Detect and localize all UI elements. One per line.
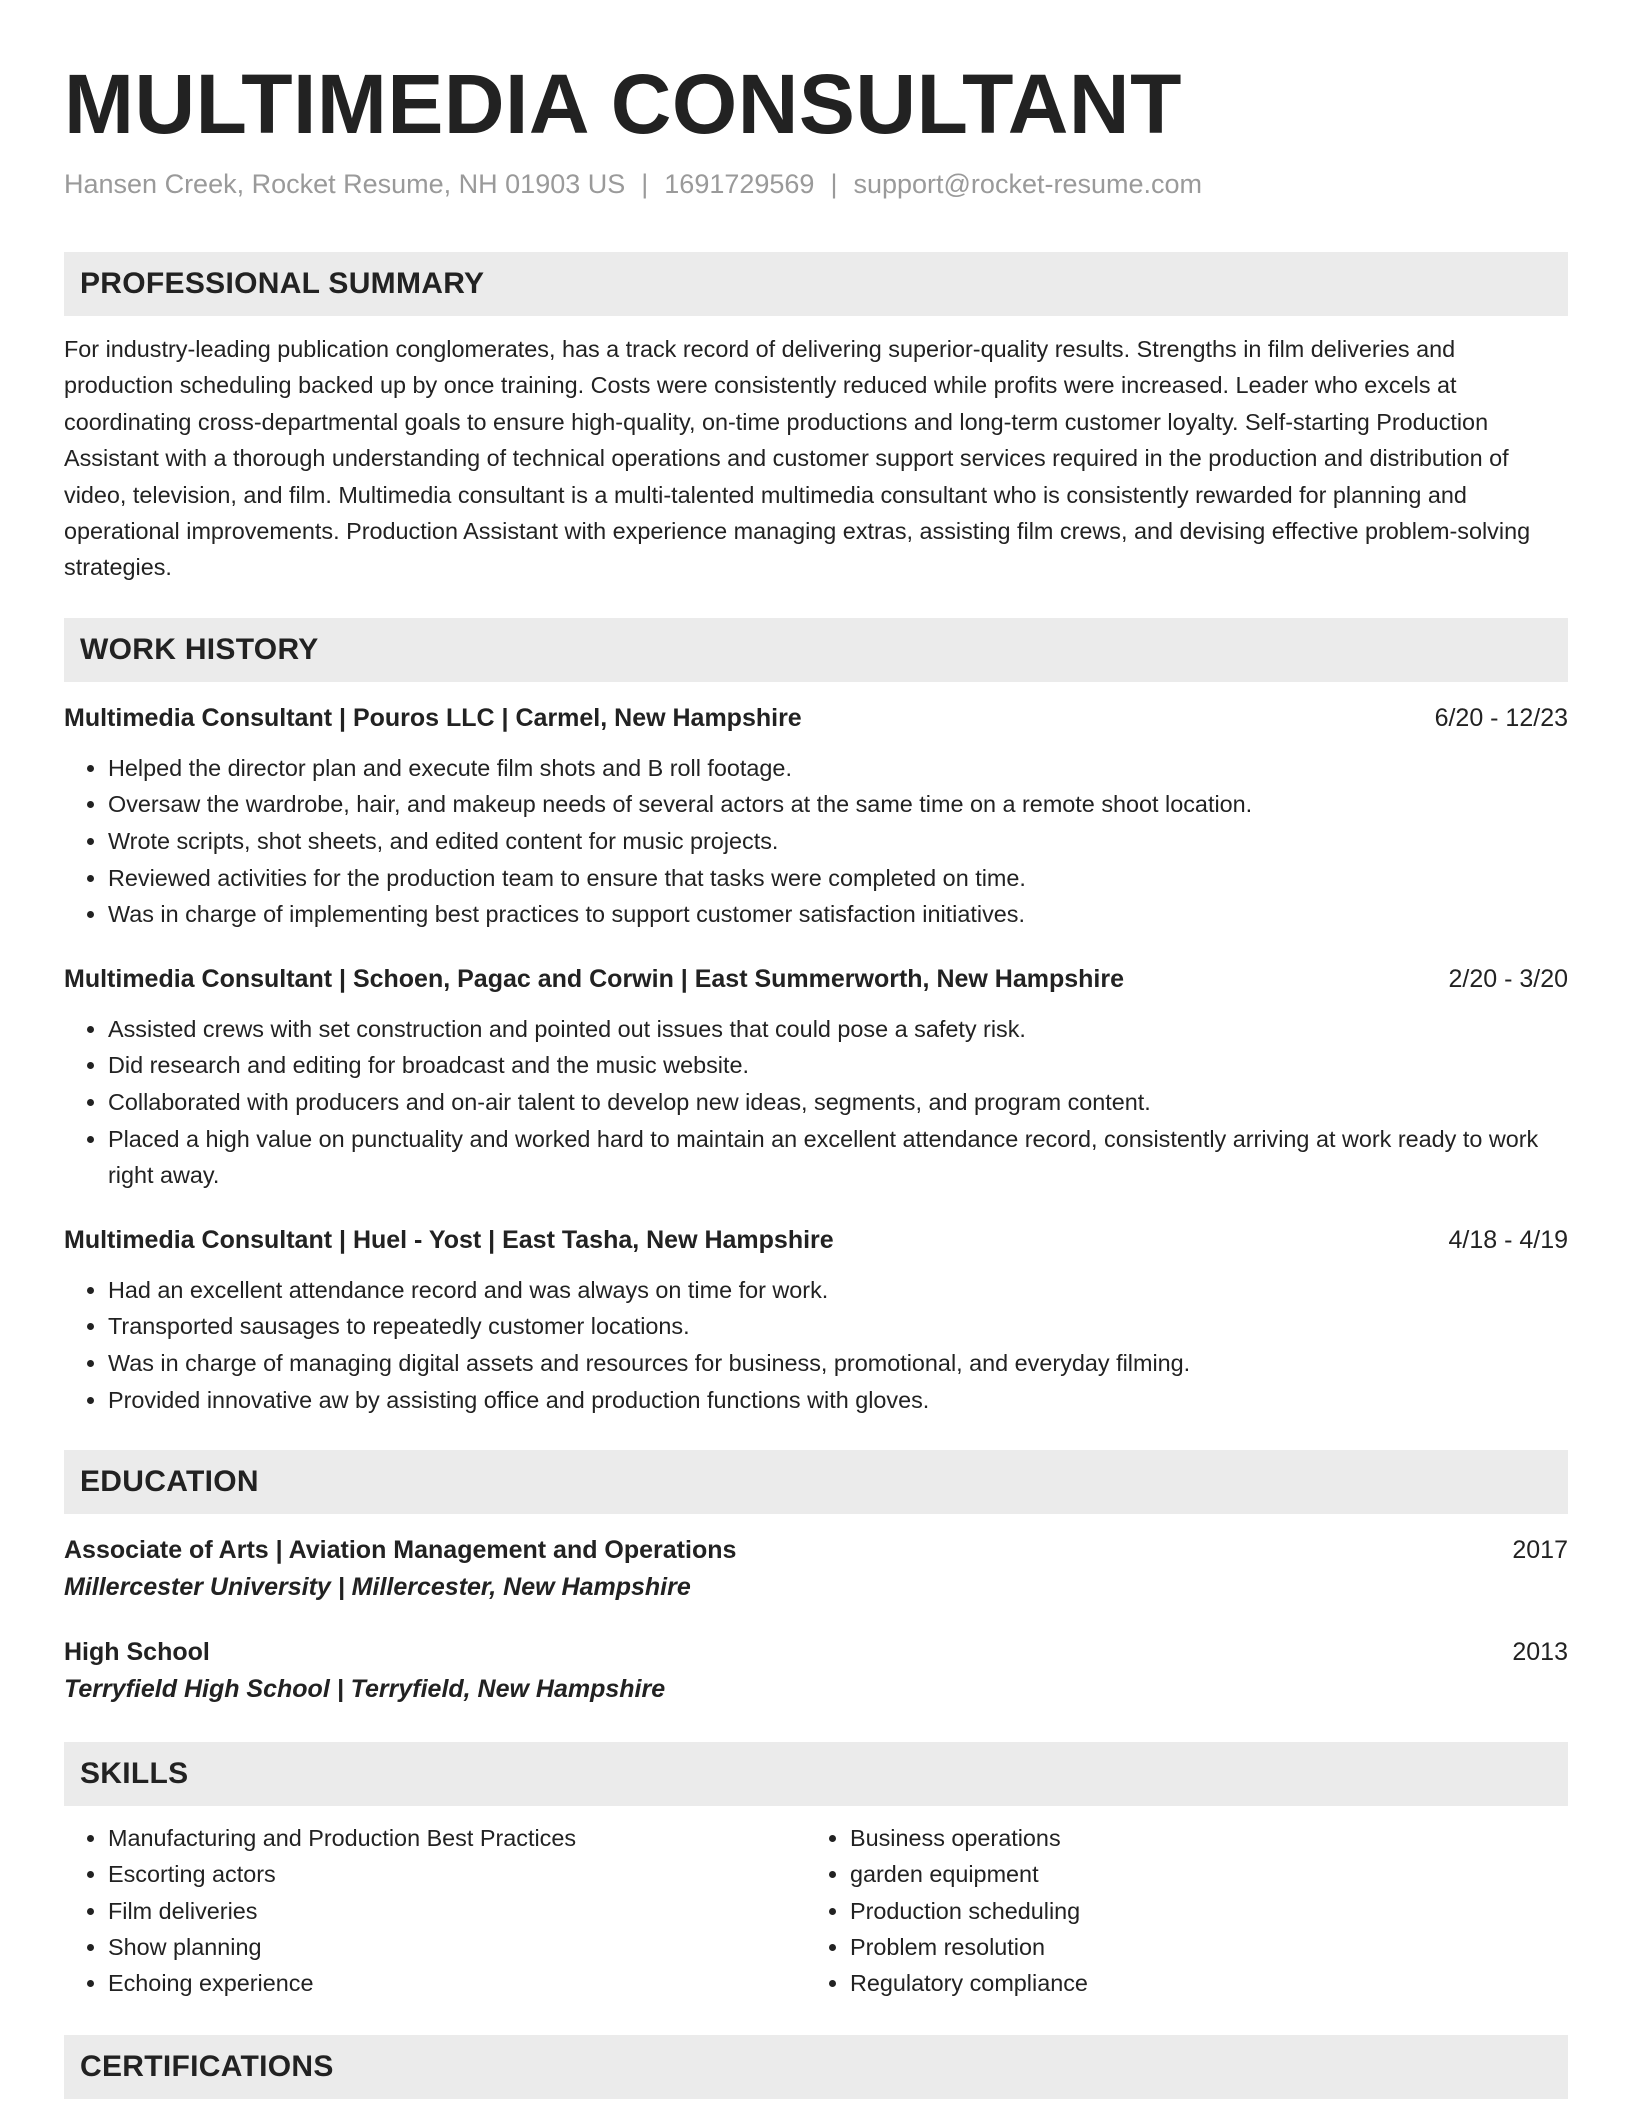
education-school: Terryfield High School | Terryfield, New Hampshire <box>64 1675 666 1704</box>
job-bullet: • Was in charge of implementing best practices to support customer satisfaction initiatives. <box>108 896 1568 933</box>
job-bullet: • Placed a high value on punctuality and worked hard to maintain an excellent attendance record, consistently arriving at work ready to work right away. <box>108 1121 1568 1194</box>
job-bullet: • Collaborated with producers and on-air talent to develop new ideas, segments, and program content. <box>108 1084 1568 1121</box>
skill-item: • Show planning <box>108 1929 806 1965</box>
job-bullet: • Did research and editing for broadcast and the music website. <box>108 1047 1568 1084</box>
job-entry <box>64 700 1568 933</box>
job-bullets <box>64 1011 1568 1194</box>
job-bullet: • Helped the director plan and execute film shots and B roll footage. <box>108 750 1568 787</box>
skill-item: • Manufacturing and Production Best Practices <box>108 1820 806 1856</box>
skill-item: • Production scheduling <box>850 1893 1548 1929</box>
contact-phone: 1691729569 <box>664 169 815 199</box>
job-bullet: • Assisted crews with set construction and pointed out issues that could pose a safety risk. <box>108 1011 1568 1048</box>
job-bullets <box>64 750 1568 933</box>
education-school: Millercester University | Millercester, New Hampshire <box>64 1573 691 1602</box>
skill-item: • Film deliveries <box>108 1893 806 1929</box>
resume-page <box>64 0 1568 2099</box>
resume-name: MULTIMEDIA CONSULTANT <box>64 57 1182 151</box>
education-degree: High School <box>64 1638 210 1667</box>
summary-paragraph: For industry-leading publication conglomerates, has a track record of delivering superior-quality results. Strengths in film deliveries and production scheduling backed up by once training. Costs were consistently reduced while profits were increased. Leader who excels at coordinating cross-departmental goals to ensure high-quality, on-time productions and long-term customer loyalty. Self-starting Production Assistant with a thorough understanding of technical operations and customer support services required in the production and distribution of video, television, and film. Multimedia consultant is a multi-talented multimedia consultant who is consistently rewarded for planning and operational improvements. Production Assistant with experience managing extras, assisting film crews, and devising effective problem-solving strategies. <box>64 336 1531 581</box>
job-title: Multimedia Consultant | Schoen, Pagac and Corwin | East Summerworth, New Hampshire <box>64 964 1125 993</box>
job-bullet: • Reviewed activities for the production team to ensure that tasks were completed on time. <box>108 860 1568 897</box>
section-heading-summary: PROFESSIONAL SUMMARY <box>64 252 1568 316</box>
job-dates: 2/20 - 3/20 <box>1448 964 1568 993</box>
job-bullet: • Had an excellent attendance record and was always on time for work. <box>108 1272 1568 1309</box>
job-entry <box>64 961 1568 1194</box>
job-bullet: • Wrote scripts, shot sheets, and edited content for music projects. <box>108 823 1568 860</box>
contact-address: Hansen Creek, Rocket Resume, NH 01903 US <box>64 169 626 199</box>
job-title: Multimedia Consultant | Huel - Yost | East Tasha, New Hampshire <box>64 1225 834 1254</box>
education-entry <box>64 1532 1568 1606</box>
contact-email: support@rocket-resume.com <box>853 169 1202 199</box>
education-degree: Associate of Arts | Aviation Management and Operations <box>64 1536 737 1565</box>
skill-item: • Business operations <box>850 1820 1548 1856</box>
job-dates: 4/18 - 4/19 <box>1448 1225 1568 1254</box>
contact-separator: | <box>830 169 838 199</box>
skill-item: • Escorting actors <box>108 1856 806 1892</box>
education-year: 2013 <box>1512 1638 1568 1667</box>
education-entry <box>64 1634 1568 1708</box>
skills-column-left <box>64 1820 806 2001</box>
job-bullet: • Was in charge of managing digital assets and resources for business, promotional, and everyday filming. <box>108 1345 1568 1382</box>
section-heading-work-history: WORK HISTORY <box>64 618 1568 682</box>
section-heading-education: EDUCATION <box>64 1450 1568 1514</box>
job-entry <box>64 1222 1568 1418</box>
job-title: Multimedia Consultant | Pouros LLC | Carmel, New Hampshire <box>64 703 802 732</box>
education-year: 2017 <box>1512 1536 1568 1565</box>
skill-item: • garden equipment <box>850 1856 1548 1892</box>
job-bullet: • Provided innovative aw by assisting office and production functions with gloves. <box>108 1382 1568 1419</box>
skill-item: • Regulatory compliance <box>850 1965 1548 2001</box>
skills-list <box>64 1820 1568 2001</box>
contact-separator: | <box>641 169 649 199</box>
job-bullet: • Oversaw the wardrobe, hair, and makeup needs of several actors at the same time on a remote shoot location. <box>108 786 1568 823</box>
skills-column-right <box>806 1820 1548 2001</box>
skill-item: • Echoing experience <box>108 1965 806 2001</box>
section-heading-certifications: CERTIFICATIONS <box>64 2035 1568 2099</box>
skill-item: • Problem resolution <box>850 1929 1548 1965</box>
section-heading-skills: SKILLS <box>64 1742 1568 1806</box>
job-bullets <box>64 1272 1568 1418</box>
contact-line <box>64 166 1568 202</box>
job-dates: 6/20 - 12/23 <box>1434 703 1568 732</box>
job-bullet: • Transported sausages to repeatedly customer locations. <box>108 1308 1568 1345</box>
